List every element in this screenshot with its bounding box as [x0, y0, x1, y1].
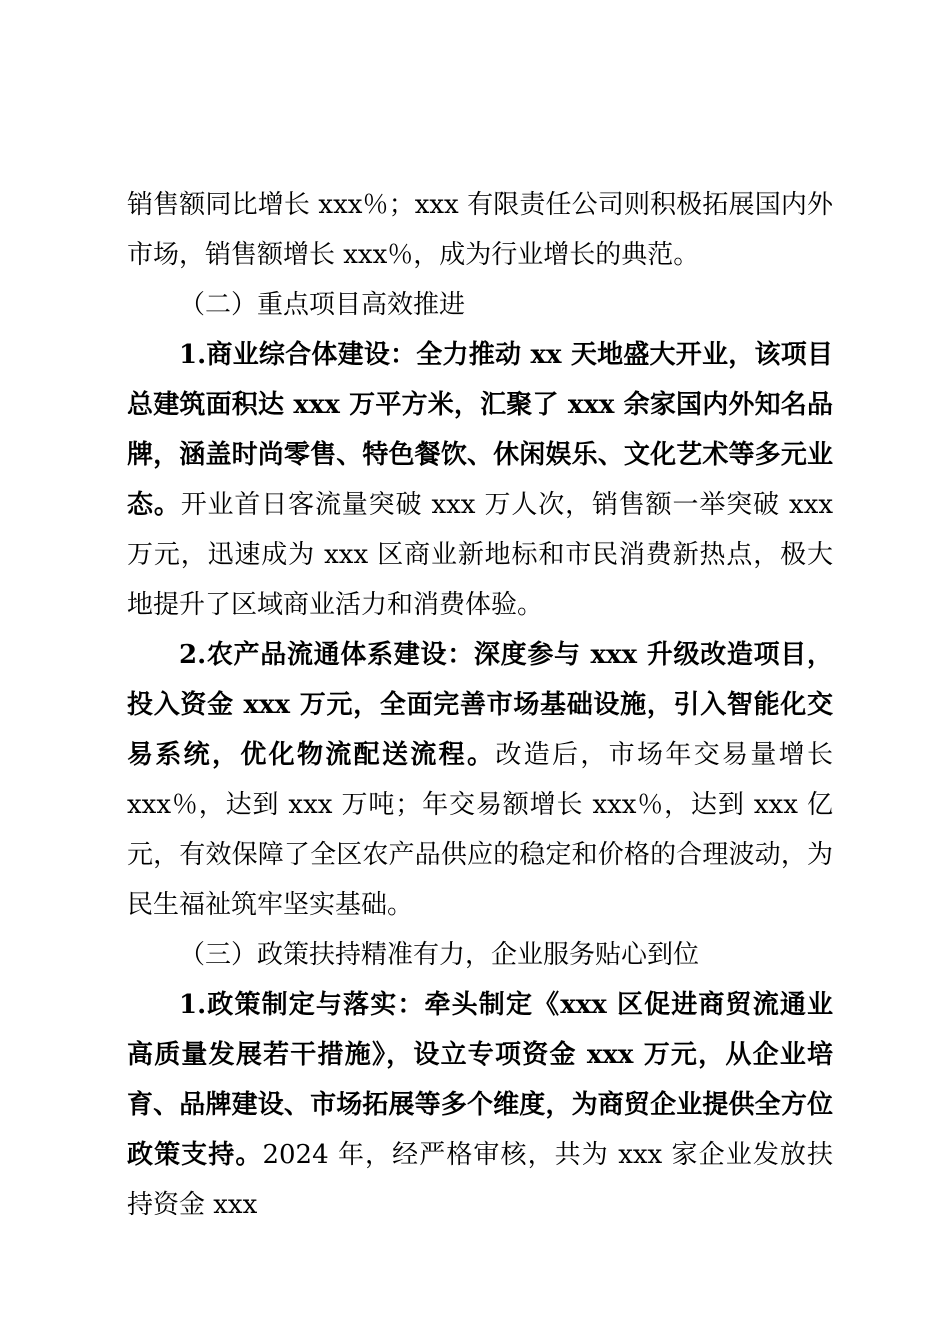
- paragraph-text: 2024 年，经严格审核，共为 xxx 家企业发放扶持资金 xxx: [127, 1140, 833, 1220]
- section-heading-policy-support: [127, 930, 833, 980]
- paragraph-text: 改造后，市场年交易量增长 xxx％，达到 xxx 万吨；年交易额增长 xxx％，达到 xxx 亿元，有效保障了全区农产品供应的稳定和价格的合理波动，为民生福祉筑牢坚实基础。: [127, 740, 833, 920]
- paragraph-agri-circulation: [127, 630, 833, 930]
- paragraph-lead-bold: 1.商业综合体建设：全力推动 xx 天地盛大开业，该项目总建筑面积达 xxx 万平方米，汇聚了 xxx 余家国内外知名品牌，涵盖时尚零售、特色餐饮、休闲娱乐、文化艺术等多元业态。: [127, 340, 833, 520]
- paragraph-sales-growth: [127, 180, 833, 280]
- section-heading-key-projects: [127, 280, 833, 330]
- paragraph-policy-implementation: [127, 980, 833, 1230]
- paragraph-lead-bold: 2.农产品流通体系建设：深度参与 xxx 升级改造项目，投入资金 xxx 万元，全面完善市场基础设施，引入智能化交易系统，优化物流配送流程。: [127, 640, 833, 770]
- paragraph-commercial-complex: [127, 330, 833, 630]
- section-heading-text: （二）重点项目高效推进: [179, 290, 466, 320]
- section-heading-text: （三）政策扶持精准有力，企业服务贴心到位: [179, 940, 700, 970]
- document-body: [127, 180, 833, 1230]
- paragraph-text: 销售额同比增长 xxx％；xxx 有限责任公司则积极拓展国内外市场，销售额增长 xxx％，成为行业增长的典范。: [127, 190, 833, 270]
- paragraph-lead-bold: 1.政策制定与落实：牵头制定《xxx 区促进商贸流通业高质量发展若干措施》，设立专项资金 xxx 万元，从企业培育、品牌建设、市场拓展等多个维度，为商贸企业提供全方位政策支持。: [127, 990, 833, 1170]
- paragraph-text: 开业首日客流量突破 xxx 万人次，销售额一举突破 xxx 万元，迅速成为 xxx 区商业新地标和市民消费新热点，极大地提升了区域商业活力和消费体验。: [127, 490, 833, 620]
